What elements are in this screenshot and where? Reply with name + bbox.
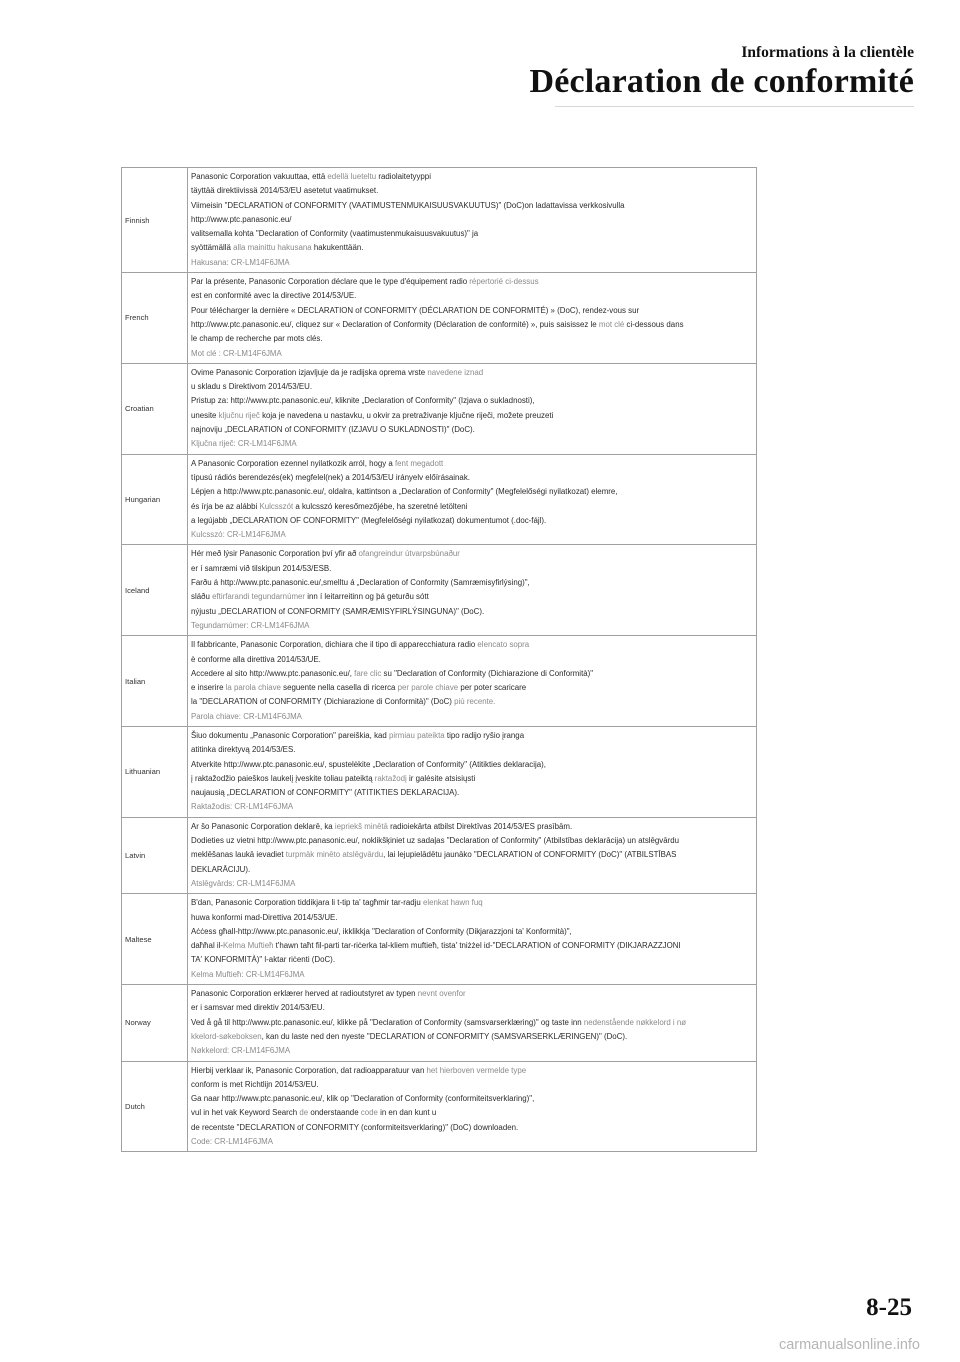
text-segment: atitinka direktyvą 2014/53/ES. [191,745,296,755]
table-row [122,273,757,364]
table-row [122,168,757,273]
text-segment: Hierbij verklaar ik, Panasonic Corporation, dat radioapparatuur van [191,1065,427,1075]
text-segment: Pour télécharger la dernière « DECLARATION of CONFORMITY (DÉCLARATION DE CONFORMITÉ) » (DoC), rendez-vous sur [191,305,640,315]
declaration-line [191,471,753,485]
declaration-line [191,409,753,423]
text-segment: onderstaande [308,1108,361,1118]
declaration-line [191,987,753,1001]
text-segment: est en conformité avec la directive 2014/53/UE. [191,291,357,301]
text-segment: http://www.ptc.panasonic.eu/, cliquez sur « Declaration of Conformity (Déclaration de conformité) », puis saisissez le [191,319,599,329]
keyword-code: Kelma Muftieħ: CR-LM14F6JMA [191,969,305,979]
language-cell: French [122,273,188,364]
declaration-line [191,1106,753,1120]
declaration-text-cell [188,817,757,893]
placeholder-phrase: code [360,1108,378,1118]
placeholder-phrase: Kulcsszót [259,501,294,511]
text-segment: B'dan, Panasonic Corporation tiddikjara li t-tip ta' tagħmir tar-radju [191,898,423,908]
text-segment: inn í leitarreitinn og þá geturðu sótt [305,592,429,602]
declaration-line [191,380,753,394]
text-segment: valitsemalla kohta "Declaration of Conformity (vaatimustenmukaisuusvakuutus)" ja [191,229,479,239]
placeholder-phrase: ofangreindur útvarpsbúnaður [358,549,460,559]
declaration-table-body [122,168,757,1152]
text-segment: tipo radijo ryšio įranga [444,730,525,740]
section-title: Informations à la clientèle [741,44,914,61]
text-segment: radiolaitetyyppi [376,172,431,181]
declaration-text-cell [188,273,757,364]
text-segment: conform is met Richtlijn 2014/53/EU. [191,1079,319,1089]
declaration-line [191,863,753,877]
placeholder-phrase: eftirfarandi tegundarnúmer [212,592,306,602]
text-segment: le champ de recherche par mots clés. [191,334,323,344]
text-segment: najnoviju „DECLARATION of CONFORMITY (IZJAVU O SUKLADNOSTI)" (DoC). [191,425,475,435]
text-segment: Par la présente, Panasonic Corporation déclare que le type d'équipement radio [191,277,470,287]
declaration-line [191,457,753,471]
declaration-text-cell [188,545,757,636]
language-cell: Iceland [122,545,188,636]
declaration-line [191,638,753,652]
text-segment: http://www.ptc.panasonic.eu/ [191,214,292,224]
text-segment: Ved å gå til http://www.ptc.panasonic.eu/, klikke på "Declaration of Conformity (samsvarserklæring)" og taste inn [191,1017,584,1027]
declaration-line [191,729,753,743]
text-segment: su "Declaration of Conformity (Dichiarazione di Conformità)" [381,668,594,678]
footer-site-watermark: carmanualsonline.info [778,1337,920,1353]
declaration-line [191,562,753,576]
placeholder-phrase: ključnu riječ [218,410,260,420]
declaration-line [191,653,753,667]
language-cell: Hungarian [122,454,188,545]
text-segment: TA' KONFORMITÀ)" l-aktar riċenti (DoC). [191,955,336,965]
declaration-line [191,743,753,757]
text-segment: unesite [191,410,219,420]
text-segment: ir galėsite atsisiųsti [406,773,476,783]
declaration-line [191,576,753,590]
table-row [122,454,757,545]
text-segment: a kulcsszó keresőmezőjébe, ha szeretné letölteni [293,501,468,511]
keyword-code: Code: CR-LM14F6JMA [191,1137,274,1146]
declaration-line [191,275,753,289]
text-segment: Ovime Panasonic Corporation izjavljuje da je radijska oprema vrste [191,367,428,377]
text-segment: koja je navedena u nastavku, u okvir za pretraživanje ključne riječi, možete preuzeti [259,410,554,420]
declaration-line [191,667,753,681]
placeholder-phrase: alla mainittu hakusana [233,243,312,253]
declaration-line [191,605,753,619]
declaration-line [191,170,753,184]
declaration-line [191,485,753,499]
placeholder-phrase: per parole chiave [397,683,459,693]
text-segment: daħħal il- [191,941,224,951]
declaration-line [191,184,753,198]
placeholder-phrase: raktažodį [374,773,407,783]
table-row [122,894,757,985]
declaration-line [191,896,753,910]
language-cell: Finnish [122,168,188,273]
text-segment: sláðu [191,592,213,602]
text-segment: la "DECLARATION of CONFORMITY (Dichiarazione di Conformità)" (DoC) [191,697,455,707]
declaration-line [191,289,753,303]
declaration-line [191,758,753,772]
placeholder-phrase: de [299,1108,309,1118]
text-segment: e inserire [191,683,226,693]
text-segment: Ar šo Panasonic Corporation deklarē, ka [191,821,335,831]
declaration-line [191,366,753,380]
text-segment: Hér með lýsir Panasonic Corporation því yfir að [191,549,359,559]
table-row [122,985,757,1061]
declaration-line [191,848,753,862]
language-cell: Italian [122,636,188,727]
declaration-line [191,213,753,227]
text-segment: Pristup za: http://www.ptc.panasonic.eu/, kliknite „Declaration of Conformity" (Izjava o sukladnosti), [191,396,535,406]
text-segment: Šiuo dokumentu „Panasonic Corporation" pareiškia, kad [191,730,389,740]
keyword-code: Atslēgvārds: CR-LM14F6JMA [191,878,296,888]
keyword-code: Ključna riječ: CR-LM14F6JMA [191,439,297,449]
placeholder-phrase: kkelord-søkeboksen [191,1031,262,1041]
declaration-line [191,1078,753,1092]
declaration-line [191,1001,753,1015]
text-segment: DEKLARĀCIJU). [191,864,251,874]
placeholder-phrase: turpmāk minēto atslēgvārdu [285,850,384,860]
text-segment: huwa konformi mad-Direttiva 2014/53/UE. [191,912,338,922]
text-segment: radioiekārta atbilst Direktīvas 2014/53/ES prasībām. [387,821,573,831]
declaration-line [191,925,753,939]
text-segment: er í samræmi við tilskipun 2014/53/ESB. [191,563,332,573]
placeholder-phrase: elenkat hawn fuq [422,898,483,908]
declaration-text-cell [188,985,757,1061]
text-segment: A Panasonic Corporation ezennel nyilatkozik arról, hogy a [191,458,395,468]
text-segment: Panasonic Corporation erklærer herved at radioutstyret av typen [191,989,418,999]
keyword-code: Hakusana: CR-LM14F6JMA [191,257,290,267]
table-row [122,545,757,636]
declaration-line [191,953,753,967]
text-segment: Atverkite http://www.ptc.panasonic.eu/, spustelėkite „Declaration of Conformity" (Atitikties deklaracija), [191,759,546,769]
header-divider [555,106,914,107]
declaration-line [191,695,753,709]
declaration-line [191,547,753,561]
declaration-line [191,820,753,834]
placeholder-phrase: iepriekš minētā [334,821,388,831]
keyword-code: Parola chiave: CR-LM14F6JMA [191,711,302,721]
page-number: 8-25 [866,1294,912,1321]
placeholder-phrase: fent megadott [394,458,444,468]
text-segment: ci-dessous dans [624,319,684,329]
table-row [122,1061,757,1152]
declaration-line [191,786,753,800]
text-segment: täyttää direktiivissä 2014/53/EU asetetut vaatimukset. [191,186,379,196]
text-segment: vul in het vak Keyword Search [191,1108,300,1118]
declaration-line [191,514,753,528]
keyword-code: Mot clé : CR-LM14F6JMA [191,348,282,358]
table-row [122,726,757,817]
text-segment: Viimeisin "DECLARATION of CONFORMITY (VAATIMUSTENMUKAISUUSVAKUUTUS)" (DoC)on ladattavissa verkkosivulla [191,200,625,210]
text-segment: Aċċess għall-http://www.ptc.panasonic.eu/, ikklikkja "Declaration of Conformity (Dikjarazzjoni ta' Konformità)", [191,926,572,936]
placeholder-phrase: nedenstående nøkkelord i nø [583,1017,687,1027]
text-segment: Farðu á http://www.ptc.panasonic.eu/,smelltu á „Declaration of Conformity (Samræmisyfirlýsing)", [191,578,530,588]
placeholder-phrase: elencato sopra [477,640,530,650]
placeholder-phrase: pirmiau pateikta [389,730,445,740]
language-cell: Lithuanian [122,726,188,817]
language-cell: Croatian [122,363,188,454]
language-cell: Dutch [122,1061,188,1152]
declaration-line [191,772,753,786]
text-segment: de recentste "DECLARATION of CONFORMITY (conformiteitsverklaring)" (DoC) downloaden. [191,1122,519,1132]
declaration-line [191,304,753,318]
text-segment: seguente nella casella di ricerca [280,683,398,693]
declaration-text-cell [188,1061,757,1152]
text-segment: Dodieties uz vietni http://www.ptc.panasonic.eu/, noklikšķiniet uz sadaļas "Declaration of Conformity" (Atbilstības deklarācija) un atslēgvārdu [191,836,680,846]
declaration-table [121,167,757,1152]
text-segment: u skladu s Direktivom 2014/53/EU. [191,382,313,392]
declaration-line [191,332,753,346]
declaration-line [191,1092,753,1106]
declaration-text-cell [188,363,757,454]
declaration-line [191,423,753,437]
table-row [122,817,757,893]
declaration-line [191,911,753,925]
declaration-line [191,318,753,332]
page-title: Déclaration de conformité [529,63,914,100]
language-cell: Norway [122,985,188,1061]
declaration-line [191,1030,753,1044]
placeholder-phrase: più recente. [454,697,496,707]
placeholder-phrase: edellä lueteltu [327,172,377,181]
placeholder-phrase: répertorié ci-dessus [469,277,539,287]
declaration-line [191,1121,753,1135]
declaration-text-cell [188,454,757,545]
text-segment: hakukenttään. [311,243,364,253]
table-row [122,636,757,727]
placeholder-phrase: Kelma Muftieħ [223,941,274,951]
declaration-line [191,1064,753,1078]
keyword-code: Tegundarnúmer: CR-LM14F6JMA [191,620,310,630]
text-segment: a legújabb „DECLARATION OF CONFORMITY" (Megfelelőségi nyilatkozat) dokumentumot (.doc-fájl). [191,515,547,525]
text-segment: és írja be az alábbi [191,501,260,511]
text-segment: t'hawn taħt fil-parti tar-riċerka tal-kliem muftieħ, tista' tniżżel id-"DECLARATION of CONFORMITY (DIKJARAZZJONI [273,941,681,951]
declaration-text-cell [188,726,757,817]
text-segment: in en dan kunt u [377,1108,437,1118]
text-segment: per poter scaricare [458,683,527,693]
declaration-line [191,500,753,514]
declaration-line [191,227,753,241]
placeholder-phrase: het hierboven vermelde type [426,1065,527,1075]
text-segment: è conforme alla direttiva 2014/53/UE. [191,654,321,664]
declaration-line [191,939,753,953]
placeholder-phrase: navedene iznad [427,367,484,377]
text-segment: syöttämällä [191,243,234,253]
declaration-text-cell [188,894,757,985]
text-segment: į raktažodžio paieškos laukelį įveskite toliau pateiktą [191,773,375,783]
text-segment: naujausią „DECLARATION of CONFORMITY" (ATITIKTIES DEKLARACIJA). [191,788,460,798]
text-segment: Ga naar http://www.ptc.panasonic.eu/, klik op "Declaration of Conformity (conformiteitsverklaring)", [191,1094,535,1104]
declaration-line [191,1016,753,1030]
text-segment: Lépjen a http://www.ptc.panasonic.eu/, oldalra, kattintson a „Declaration of Conformity" (Megfelelőségi nyilatkozat) elemre, [191,487,618,497]
placeholder-phrase: nevnt ovenfor [417,989,466,999]
declaration-line [191,199,753,213]
declaration-line [191,394,753,408]
text-segment: típusú rádiós berendezés(ek) megfelel(nek) a 2014/53/EU irányelv előírásainak. [191,472,470,482]
text-segment: nýjustu „DECLARATION of CONFORMITY (SAMRÆMISYFIRLÝSINGUNA)" (DoC). [191,606,485,616]
text-segment: meklēšanas laukā ievadiet [191,850,286,860]
declaration-line [191,834,753,848]
table-row [122,363,757,454]
placeholder-phrase: mot clé [598,319,625,329]
language-cell: Maltese [122,894,188,985]
placeholder-phrase: fare clic [354,668,382,678]
text-segment: Panasonic Corporation vakuuttaa, että [191,172,328,181]
text-segment: Il fabbricante, Panasonic Corporation, dichiara che il tipo di apparecchiatura radio [191,640,478,650]
keyword-code: Raktažodis: CR-LM14F6JMA [191,802,294,812]
text-segment: , kan du laste ned den nyeste "DECLARATION of CONFORMITY (SAMSVARSERKLÆRINGEN)" (DoC). [261,1031,628,1041]
declaration-line [191,681,753,695]
text-segment: Accedere al sito http://www.ptc.panasonic.eu/, [191,668,355,678]
declaration-line [191,590,753,604]
placeholder-phrase: la parola chiave [225,683,281,693]
declaration-text-cell [188,636,757,727]
text-segment: , lai lejupielādētu jaunāko "DECLARATION of CONFORMITY (DoC)" (ATBILSTĪBAS [383,850,677,860]
text-segment: er i samsvar med direktiv 2014/53/EU. [191,1003,325,1013]
declaration-line [191,241,753,255]
declaration-text-cell [188,168,757,273]
keyword-code: Nøkkelord: CR-LM14F6JMA [191,1046,291,1056]
language-cell: Latvin [122,817,188,893]
keyword-code: Kulcsszó: CR-LM14F6JMA [191,530,286,540]
